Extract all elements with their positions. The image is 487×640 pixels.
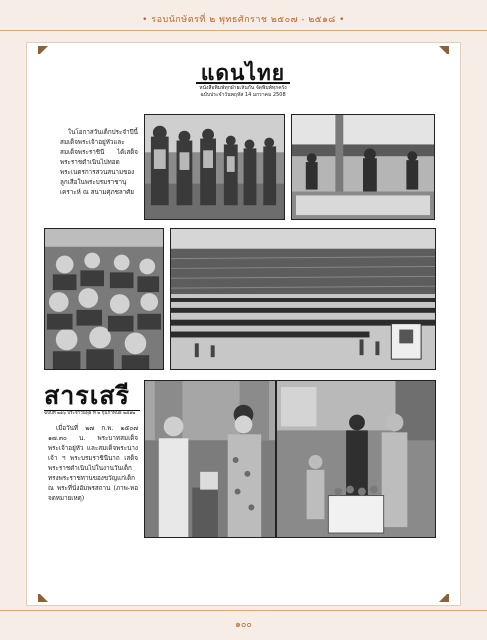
- footer-rule: [0, 610, 487, 611]
- header-rule: [0, 30, 487, 31]
- caption-scouts: ในโอกาสวันเด็กประจำปีนี้ สมเด็จพระเจ้าอยู่หัวและสมเด็จพระราชินี ได้เสด็จพระราชดำเนินไปทอดพระเนตรการสวนสนามของลูกเสือในพระบรมราชานุเคราะห์ ณ สนามศุภชลาศัย: [60, 129, 138, 196]
- page-header: • รอบนักษัตรที่ ๒ พุทธศักราช ๒๕๐๗ - ๒๕๑๘ •: [142, 15, 345, 25]
- photo-stadium-parade: [170, 228, 436, 370]
- newspaper-logo: แดนไทย: [196, 62, 290, 84]
- corner-ornament-bottom-right: [439, 592, 449, 602]
- newspaper-tagline: หนังสือพิมพ์ทุกฝ่ายเห็นกัน จัดพิมพ์ทุกครั้ง: [199, 85, 287, 91]
- newspaper-logo: สารเสรี: [44, 381, 130, 410]
- corner-ornament-top-right: [439, 46, 449, 56]
- corner-ornament-bottom-left: [38, 592, 48, 602]
- photo-scouts-ceremony: [144, 114, 285, 220]
- newspaper-date: ฉบับประจำวันพฤหัส 14 มกราคม 2508: [200, 92, 286, 98]
- newspaper-masthead-sanseri: [44, 382, 140, 417]
- photo-seated-audience: [44, 228, 164, 370]
- newspaper-issue-line: ฉบับที่ ๒๑๖ ประจำวันพุธ ที่ ๒ กุมภาพันธ์ ๒๕๑๒: [44, 410, 140, 417]
- corner-ornament-top-left: [38, 46, 48, 56]
- page-number: ๑๐๐: [235, 620, 252, 630]
- photo-royal-pavilion: [291, 114, 435, 220]
- photo-king-and-queen: [144, 380, 276, 538]
- newspaper-masthead-daenthai: [196, 62, 290, 99]
- caption-royal-event: เมื่อวันที่ ๒๗ ก.พ. ๒๕๐๗ ๑๗.๓๐ น. พระบาทสมเด็จพระเจ้าอยู่หัว และสมเด็จพระนางเจ้า ฯ พระบรมราชินีนาถ เสด็จพระราชดำเนินไปในงานวันเด็ก ทรงพระราชทานของขวัญแก่เด็ก ณ พระที่นั่งอัมพรสถาน (ภาพ-หอจดหมายเหตุ): [48, 425, 138, 502]
- photo-children-gifts: [276, 380, 436, 538]
